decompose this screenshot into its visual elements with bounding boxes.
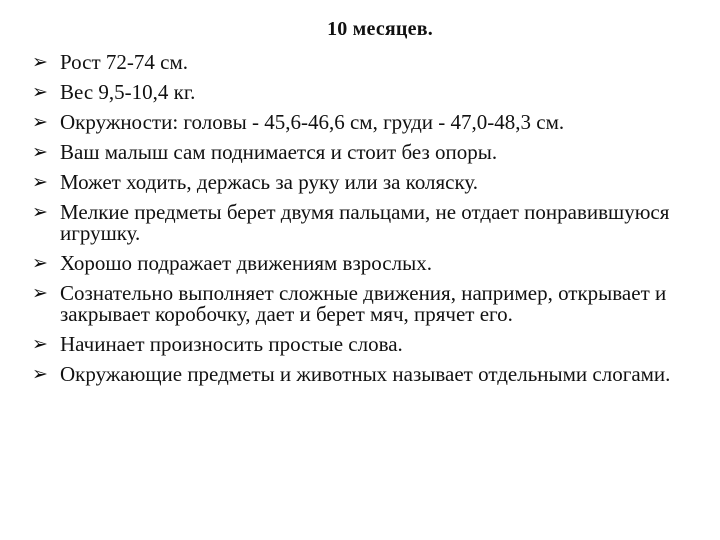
list-item [32, 364, 704, 385]
list-item-text: Вес 9,5-10,4 кг. [60, 80, 196, 104]
slide-title: 10 месяцев. [327, 18, 433, 40]
list-item [32, 283, 704, 325]
list-item-text: Может ходить, держась за руку или за коляску. [60, 170, 479, 194]
list-item [32, 82, 704, 103]
arrow-bullet-icon: ➢ [32, 111, 48, 133]
arrow-bullet-icon: ➢ [32, 282, 48, 304]
arrow-bullet-icon: ➢ [32, 252, 48, 274]
list-item [32, 52, 704, 73]
arrow-bullet-icon: ➢ [32, 333, 48, 355]
list-item [32, 142, 704, 163]
arrow-bullet-icon: ➢ [32, 81, 48, 103]
list-item [32, 253, 704, 274]
list-item [32, 112, 704, 133]
bullet-list [32, 52, 704, 394]
list-item-text: Ваш малыш сам поднимается и стоит без опоры. [60, 140, 498, 164]
arrow-bullet-icon: ➢ [32, 141, 48, 163]
list-item-text: Рост 72-74 см. [60, 50, 189, 74]
arrow-bullet-icon: ➢ [32, 201, 48, 223]
arrow-bullet-icon: ➢ [32, 363, 48, 385]
list-item-text: Окружности: головы - 45,6-46,6 см, груди - 47,0-48,3 см. [60, 110, 565, 134]
arrow-bullet-icon: ➢ [32, 51, 48, 73]
list-item-text: Окружающие предметы и животных называет отдельными слогами. [60, 362, 671, 386]
list-item-text: Хорошо подражает движениям взрослых. [60, 251, 432, 275]
arrow-bullet-icon: ➢ [32, 171, 48, 193]
list-item [32, 172, 704, 193]
list-item [32, 202, 704, 244]
list-item-text: Начинает произносить простые слова. [60, 332, 403, 356]
list-item-text: Мелкие предметы берет двумя пальцами, не отдает понравившуюся игрушку. [60, 200, 670, 245]
list-item-text: Сознательно выполняет сложные движения, например, открывает и закрывает коробочку, дает и берет мяч, прячет его. [60, 281, 667, 326]
list-item [32, 334, 704, 355]
